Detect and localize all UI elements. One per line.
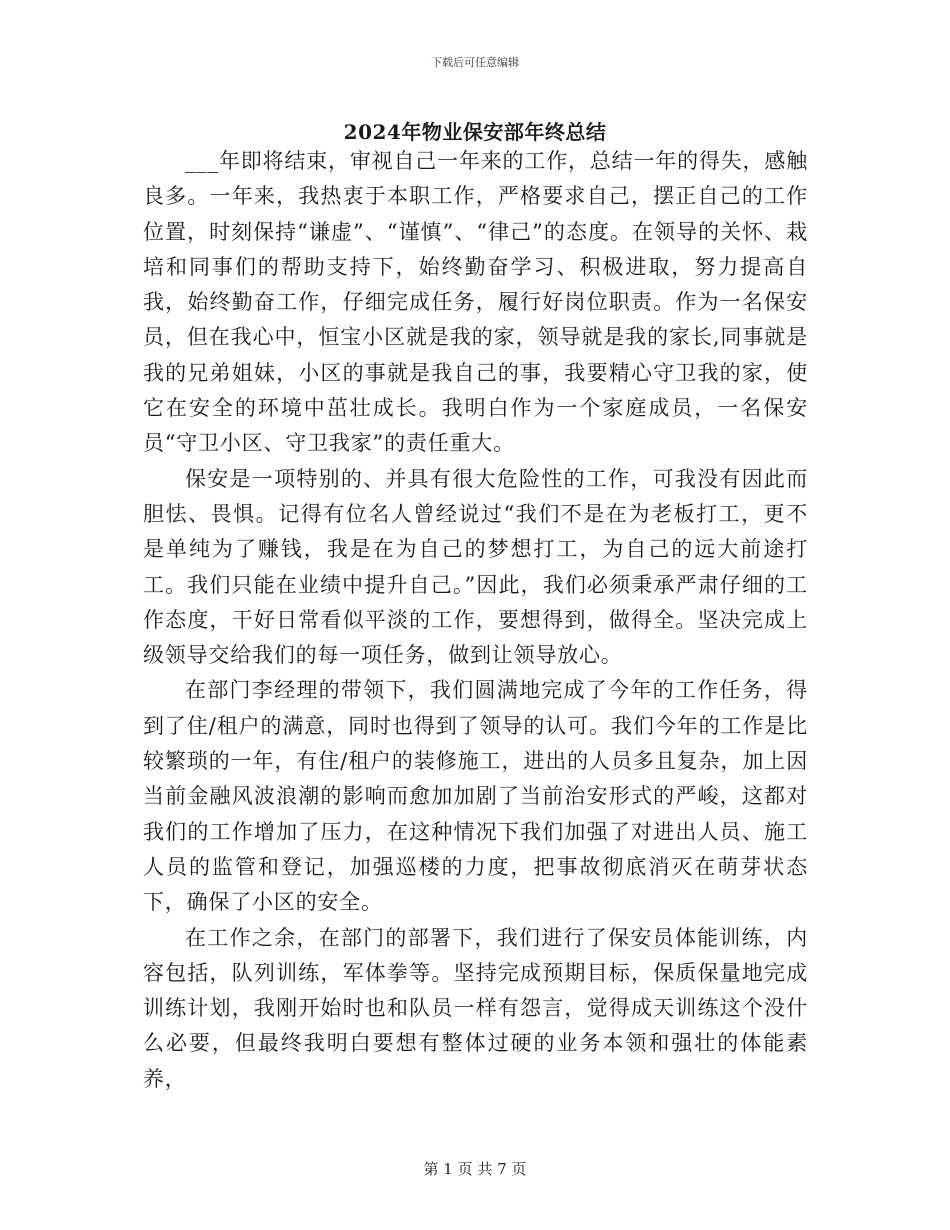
paragraph-4: 在工作之余，在部门的部署下，我们进行了保安员体能训练，内容包括，队列训练，军体拳等。坚持完成预期目标，保质保量地完成训练计划，我刚开始时也和队员一样有怨言，觉得成天训练这个没什么必要，但最终我明白要想有整体过硬的业务本领和强壮的体能素养， xyxy=(143,925,808,1091)
header-note: 下载后可任意编辑 xyxy=(431,56,519,69)
paragraph-1: ___年即将结束，审视自己一年来的工作，总结一年的得失，感触良多。一年来，我热衷于本职工作，严格要求自己，摆正自己的工作位置，时刻保持“谦虚”、“谨慎”、“律己”的态度。在领导的关怀、栽培和同事们的帮助支持下，始终勤奋学习、积极进取，努力提高自我，始终勤奋工作，仔细完成任务，履行好岗位职责。作为一名保安员，但在我心中，恒宝小区就是我的家，领导就是我的家长,同事就是我的兄弟姐妹，小区的事就是我自己的事，我要精心守卫我的家，使它在安全的环境中茁壮成长。我明白作为一个家庭成员，一名保安员“守卫小区、守卫我家”的责任重大。 xyxy=(143,149,808,456)
document-body xyxy=(143,144,808,1097)
page-footer: 第 1 页 共 7 页 xyxy=(423,1160,527,1178)
paragraph-3: 在部门李经理的带领下，我们圆满地完成了今年的工作任务，得到了住/租户的满意，同时也得到了领导的认可。我们今年的工作是比较繁琐的一年，有住/租户的装修施工，进出的人员多且复杂，加上因当前金融风波浪潮的影响而愈加加剧了当前治安形式的严峻，这都对我们的工作增加了压力，在这种情况下我们加强了对进出人员、施工人员的监管和登记，加强巡楼的力度，把事故彻底消灭在萌芽状态下，确保了小区的安全。 xyxy=(143,678,808,915)
paragraph-2: 保安是一项特别的、并具有很大危险性的工作，可我没有因此而胆怯、畏惧。记得有位名人曾经说过“我们不是在为老板打工，更不是单纯为了赚钱，我是在为自己的梦想打工，为自己的远大前途打工。我们只能在业绩中提升自己。”因此，我们必须秉承严肃仔细的工作态度，干好日常看似平淡的工作，要想得到，做得全。坚决完成上级领导交给我们的每一项任务，做到让领导放心。 xyxy=(143,466,808,668)
document-title: 2024年物业保安部年终总结 xyxy=(343,120,607,144)
